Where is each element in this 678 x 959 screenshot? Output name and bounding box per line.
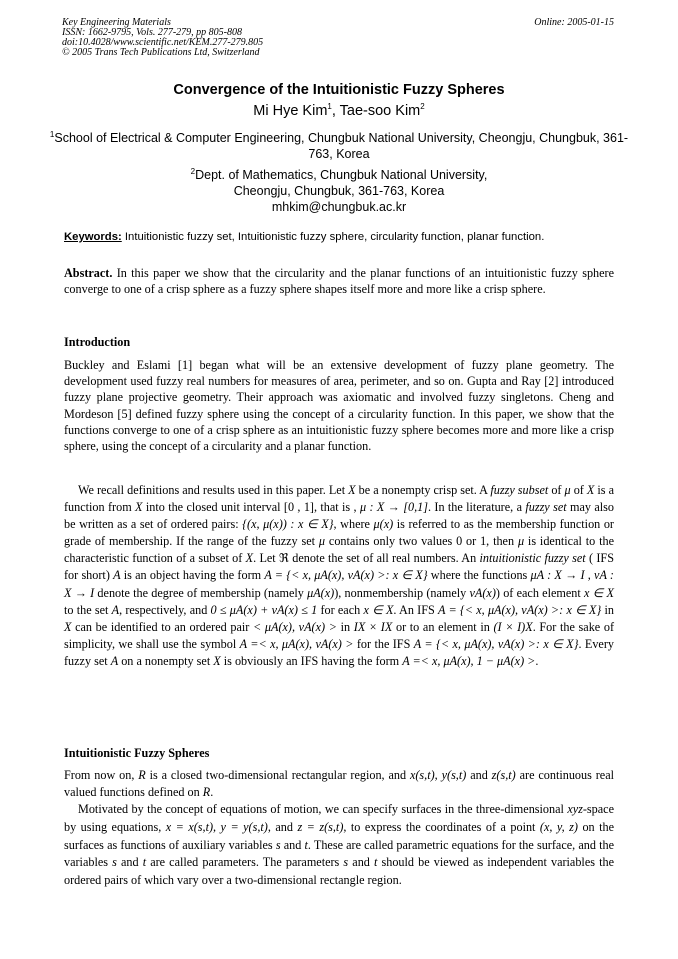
keywords-label: Keywords:	[64, 231, 122, 243]
math-ordered-pairs: {(x, μ(x)) : x ∈ X}	[242, 517, 334, 532]
affiliation-2	[40, 167, 638, 215]
paper-title: Convergence of the Intuitionistic Fuzzy Spheres	[173, 82, 505, 98]
author-1: Mi Hye Kim	[253, 103, 328, 119]
math-inequality: 0 ≤ μA(x) + νA(x) ≤ 1	[210, 602, 318, 617]
affil-2-text: Dept. of Mathematics, Chungbuk National University,	[195, 168, 488, 182]
term-fuzzy-set: fuzzy set	[525, 500, 567, 515]
journal-copyright: © 2005 Trans Tech Publications Ltd, Switzerland	[62, 47, 260, 58]
author-2: Tae-soo Kim	[339, 103, 421, 119]
ifs-paragraph-1: From now on, R is a closed two-dimensional rectangular region, and x(s,t), y(s,t) and z(s,t) are continuous real valued functions defined on R.	[64, 768, 614, 799]
author-1-affil-mark: 1	[327, 102, 332, 112]
author-2-affil-mark: 2	[420, 102, 425, 112]
affiliation-1	[40, 130, 638, 162]
math-mu: μ	[564, 483, 571, 497]
definitions-paragraph: We recall definitions and results used in this paper. Let X be a nonempty crisp set. A fuzzy subset of μ of X is a function from X into the closed unit interval [0 , 1], that is , μ : X → [0,1]. In the literature, a fuzzy set may also be written as a set of ordered pairs: {(x, μ(x)) : x ∈ X}, where μ(x) is referred to as the membership function or grade of membership. If the range of the fuzzy set μ contains only two values 0 or 1, then μ is identical to the characteristic function of a subset of X. Let ℜ denote the set of all real numbers. An intuitionistic fuzzy set ( IFS for short) A is an object having the form A = {< x, μA(x), νA(x) >: x ∈ X} where the functions μA : X → I , νA : X → I denote the degree of membership (namely μA(x)), nonmembership (namely νA(x)) of each element x ∈ X to the set A, respectively, and 0 ≤ μA(x) + νA(x) ≤ 1 for each x ∈ X. An IFS A = {< x, μA(x), νA(x) >: x ∈ X} in X can be identified to an ordered pair < μA(x), νA(x) > in IX × IX or to an element in (I × I)X. For the sake of simplicity, we shall use the symbol A =< x, μA(x), νA(x) > for the IFS A = {< x, μA(x), νA(x) >: x ∈ X}. Every fuzzy set A on a nonempty set X is obviously an IFS having the form A =< x, μA(x), 1 − μA(x) >.	[64, 483, 615, 668]
introduction-text: Buckley and Eslami [1] began what will be an extensive development of fuzzy plane geometry. The development used fuzzy real numbers for measures of area, perimeter, and so on. Gupta and Ray [2] introduced fuzzy plane projective geometry. Their approach was axiomatic and involved fuzzy singletons. Cheng and Mordeson [5] defined fuzzy sphere using the concept of a circularity function. In this paper, we show that the functions converge to one of a crisp sphere as an intuitionistic fuzzy sphere becomes more and more like a crisp sphere, using the concept of a circularity and a planar function.	[64, 358, 614, 454]
math-functions: μA : X → I , νA : X → I	[64, 568, 614, 600]
math-mu-x: μ(x)	[373, 517, 394, 532]
author-email[interactable]: mhkim@chungbuk.ac.kr	[271, 200, 407, 214]
math-fuzzy-form: A =< x, μA(x), 1 − μA(x) >	[402, 653, 536, 668]
math-symbol: A =< x, μA(x), νA(x) >	[239, 636, 354, 651]
journal-issn: ISSN: 1662-9795, Vols. 277-279, pp 805-808	[62, 27, 242, 38]
journal-name: Key Engineering Materials	[62, 17, 171, 28]
online-date: Online: 2005-01-15	[534, 17, 614, 28]
math-ifs-form: A = {< x, μA(x), νA(x) >: x ∈ X}	[264, 568, 428, 583]
section-heading-ifs: Intuitionistic Fuzzy Spheres	[64, 746, 210, 760]
journal-header	[62, 18, 263, 58]
term-ifs: intuitionistic fuzzy set	[479, 551, 586, 566]
affil-1-text: School of Electrical & Computer Engineering, Chungbuk National University, Cheongju, Chungbuk, 361-763, Korea	[54, 131, 629, 161]
introduction-heading: Introduction	[64, 335, 131, 349]
journal-doi: doi:10.4028/www.scientific.net/KEM.277-279.805	[62, 37, 264, 48]
math-mu-map: μ : X → [0,1]	[359, 500, 428, 515]
ifs-paragraph-2: Motivated by the concept of equations of motion, we can specify surfaces in the three-dimensional xyz-space by using equations, x = x(s,t), y = y(s,t), and z = z(s,t), to express the coordinates of a point (x, y, z) on the surfaces as functions of auxiliary variables s and t. These are called parametric equations for the surface, and the variables s and t are called parameters. The parameters s and t should be viewed as independent variables the ordered pairs of which vary over a two-dimensional rectangle region.	[64, 802, 614, 888]
math-pair: < μA(x), νA(x) >	[253, 619, 337, 634]
paper-authors: Mi Hye Kim$^1$, Tae-soo Kim$^2$	[253, 102, 425, 119]
affil-2-line-1	[40, 167, 638, 183]
abstract-label: Abstract.	[64, 266, 113, 280]
keywords	[64, 231, 620, 243]
affil-2-line-2: Cheongju, Chungbuk, 361-763, Korea	[233, 184, 445, 198]
keywords-text: Intuitionistic fuzzy set, Intuitionistic fuzzy sphere, circularity function, planar function.	[124, 231, 545, 243]
affil-1-mark: 1	[49, 129, 55, 139]
abstract	[64, 265, 614, 297]
math-X: X	[348, 483, 356, 497]
abstract-text: In this paper we show that the circularity and the planar functions of an intuitionistic fuzzy sphere converge to one of a crisp sphere as a fuzzy sphere shapes itself more and more like a crisp sphere.	[64, 266, 615, 297]
affil-2-mark: 2	[190, 166, 196, 176]
term-fuzzy-subset: fuzzy subset	[490, 483, 549, 497]
